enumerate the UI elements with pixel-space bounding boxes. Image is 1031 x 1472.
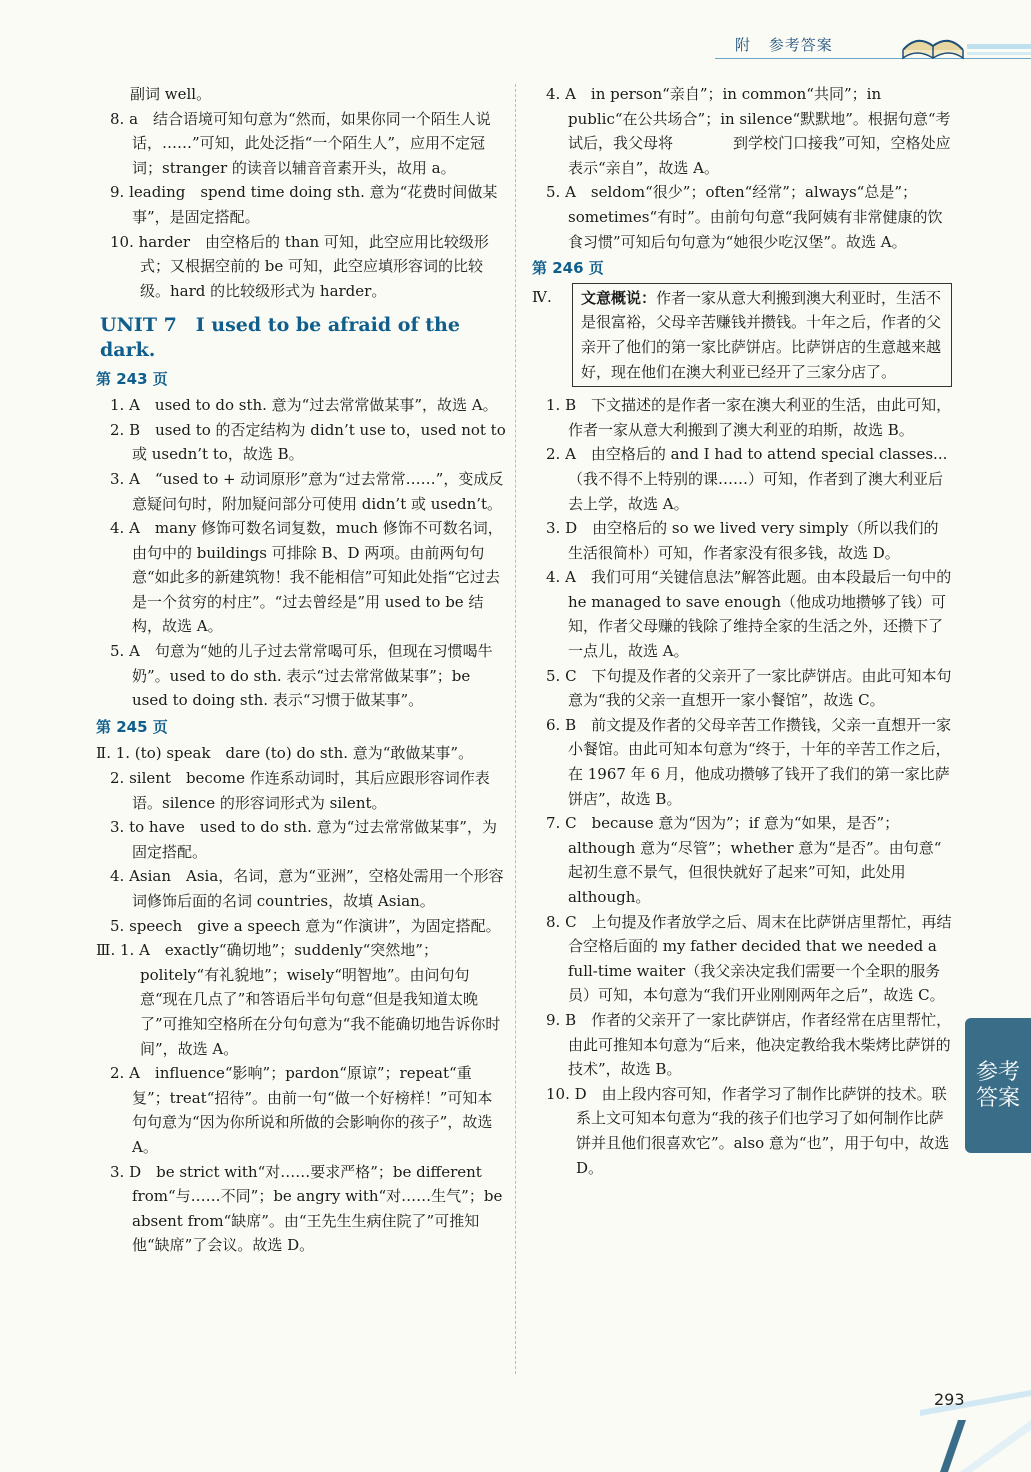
answer-item: 3. A “used to + 动词原形”意为“过去常常……”，变成反意疑问句时，附加疑问部分可使用 didn’t 或 usedn’t。: [110, 469, 504, 513]
answer-item: 3. D 由空格后的 so we lived very simply（所以我们的生活很简朴）可知，作者家没有很多钱，故选 D。: [546, 519, 939, 562]
answer-item: 8. C 上句提及作者放学之后、周末在比萨饼店里帮忙，再结合空格后面的 my father decided that we needed a full-time waiter（我父亲决定我们需要一个全职的服务员）可知，本句意为“我们开业刚刚两年之后”，故选 C。: [546, 912, 952, 1005]
page-heading-245: 第 245 页: [96, 717, 168, 736]
answer-item: 7. C because 意为“因为”；if 意为“如果，是否”；although 意为“尽管”；whether 意为“是否”。由句意“ 起初生意不景气，但很快就好了起来”可知，此处用 although。: [546, 814, 1002, 906]
answer-item: 4. A many 修饰可数名词复数，much 修饰不可数名词，由句中的 buildings 可排除 B、D 两项。由前两句句意“如此多的新建筑物！我不能相信”可知此处指“它过去是一个贫穷的村庄”。“过去曾经是”用 used to be 结构，故选 A。: [110, 519, 503, 636]
answer-item: 5. A seldom“很少”；often“经常”；always“总是”；sometimes“有时”。由前句句意“我阿姨有非常健康的饮食习惯”可知后句句意为“她很少吃汉堡”。故选 A。: [546, 183, 943, 251]
answer-item: 2. silent become 作连系动词时，其后应跟形容词作表语。silence 的形容词形式为 silent。: [110, 769, 490, 812]
answer-item: 10. D 由上段内容可知，作者学习了制作比萨饼的技术。联系上文可知本句意为“我的孩子们也学习了如何制作比萨饼并且他们很喜欢它”。also 意为“也”，用于句中，故选 D。: [546, 1084, 950, 1177]
answer-item: Ⅱ. 1. (to) speak dare (to) do sth. 意为“敢做某事”。: [96, 744, 474, 763]
book-icon: [895, 28, 1031, 72]
summary-block: [532, 283, 952, 387]
section-number: Ⅳ.: [532, 287, 552, 306]
side-tab-line2: 答案: [975, 1085, 1020, 1111]
answer-item: 4. Asian Asia，名词，意为“亚洲”，空格处需用一个形容词修饰后面的名词 countries，故填 Asian。: [110, 867, 504, 910]
answer-item: 1. A used to do sth. 意为“过去常常做某事”，故选 A。: [110, 396, 498, 415]
answer-item: 5. C 下句提及作者的父亲开了一家比萨饼店。由此可知本句意为“我的父亲一直想开一家小餐馆”，故选 C。: [546, 666, 952, 710]
answer-text: 副词 well。: [130, 85, 212, 103]
answer-item: 9. B 作者的父亲开了一家比萨饼店，作者经常在店里帮忙，由此可推知本句意为“后来，他决定教给我木柴烤比萨饼的技术”，故选 B。: [546, 1010, 952, 1079]
answer-item: Ⅲ. 1. A exactly“确切地”；suddenly“突然地”；politely“有礼貌地”；wisely“明智地”。由问句句意“现在几点了”和答语后半句句意“但是我知道太晚了”可推知空格所在分句句意为“我不能确切地告诉你时间”，故选 A。: [96, 941, 501, 1058]
left-column: [96, 82, 506, 1258]
page-number: 293: [934, 1390, 965, 1409]
answer-item: 2. A influence“影响”；pardon“原谅”；repeat“重复”；treat“招待”。由前一句“做一个好榜样！”可知本句句意为“因为你所说和所做的会影响你的孩子”，故选 A。: [110, 1064, 493, 1156]
answer-item: 3. to have used to do sth. 意为“过去常常做某事”，为固定搭配。: [110, 818, 497, 861]
answer-item: 4. A in person“亲自”；in common“共同”；in public“在公共场合”；in silence“默默地”。根据句意“考试后，我父母将 到学校门口接我”可知，空格处应表示“亲自”，故选 A。: [546, 85, 951, 177]
column-divider: [515, 84, 516, 1374]
summary-text: 作者一家从意大利搬到澳大利亚时，生活不是很富裕，父母辛苦赚钱并攒钱。十年之后，作者的父亲开了他们的第一家比萨饼店。比萨饼店的生意越来越好，现在他们在澳大利亚已经开了三家分店了。: [581, 288, 942, 381]
answer-item: 6. B 前文提及作者的父母辛苦工作攒钱，父亲一直想开一家小餐馆。由此可知本句意为“终于，十年的辛苦工作之后，在 1967 年 6 月，他成功攒够了钱开了我们的第一家比萨饼店”，故选 B。: [546, 715, 952, 808]
answer-item: 2. A 由空格后的 and I had to attend special classes...（我不得不上特别的课……）可知，作者到了澳大利亚后去上学，故选 A。: [546, 445, 948, 513]
header-label-answers: 参考答案: [768, 36, 833, 54]
unit-title: UNIT 7 I used to be afraid of the dark.: [100, 314, 460, 361]
answer-item: 3. D be strict with“对……要求严格”；be different from“与……不同”；be angry with“对……生气”；be absent from“缺席”。由“王先生生病住院了”可推知他“缺席”了会议。故选 D。: [110, 1162, 503, 1255]
page-heading-243: 第 243 页: [96, 369, 168, 388]
answer-item: 5. A 句意为“她的儿子过去常常喝可乐，但现在习惯喝牛奶”。used to do sth. 表示“过去常常做某事”；be used to doing sth. 表示“习惯于做某事”。: [110, 642, 493, 710]
page-heading-246: 第 246 页: [532, 259, 604, 278]
summary-box: [572, 283, 952, 387]
answer-item: 10. harder 由空格后的 than 可知，此空应用比较级形式；又根据空前的 be 可知，此空应填形容词的比较级。hard 的比较级形式为 harder。: [110, 232, 489, 300]
page-header: [735, 34, 833, 55]
summary-label: 文意概说：: [581, 288, 657, 307]
answer-item: 1. B 下文描述的是作者一家在澳大利亚的生活，由此可知，作者一家从意大利搬到了澳大利亚的珀斯，故选 B。: [546, 396, 952, 439]
answer-item: 4. A 我们可用“关键信息法”解答此题。由本段最后一句中的 he managed to save enough（他成功地攒够了钱）可知，作者父母赚的钱除了维持全家的生活之外，还攒下了一点儿，故选 A。: [546, 568, 952, 661]
answer-item: 8. a 结合语境可知句意为“然而，如果你同一个陌生人说话，……”可知，此处泛指“一个陌生人”，应用不定冠词；stranger 的读音以辅音音素开头，故用 a。: [110, 109, 491, 177]
answer-item: 2. B used to 的否定结构为 didn’t use to，used not to 或 usedn’t to，故选 B。: [110, 420, 506, 464]
header-label-appendix: 附: [735, 36, 752, 54]
answer-item: 9. leading spend time doing sth. 意为“花费时间做某事”，是固定搭配。: [110, 183, 498, 226]
side-tab-line1: 参考: [975, 1059, 1020, 1085]
side-tab: [965, 1018, 1031, 1153]
answer-item: 5. speech give a speech 意为“作演讲”，为固定搭配。: [110, 916, 501, 935]
